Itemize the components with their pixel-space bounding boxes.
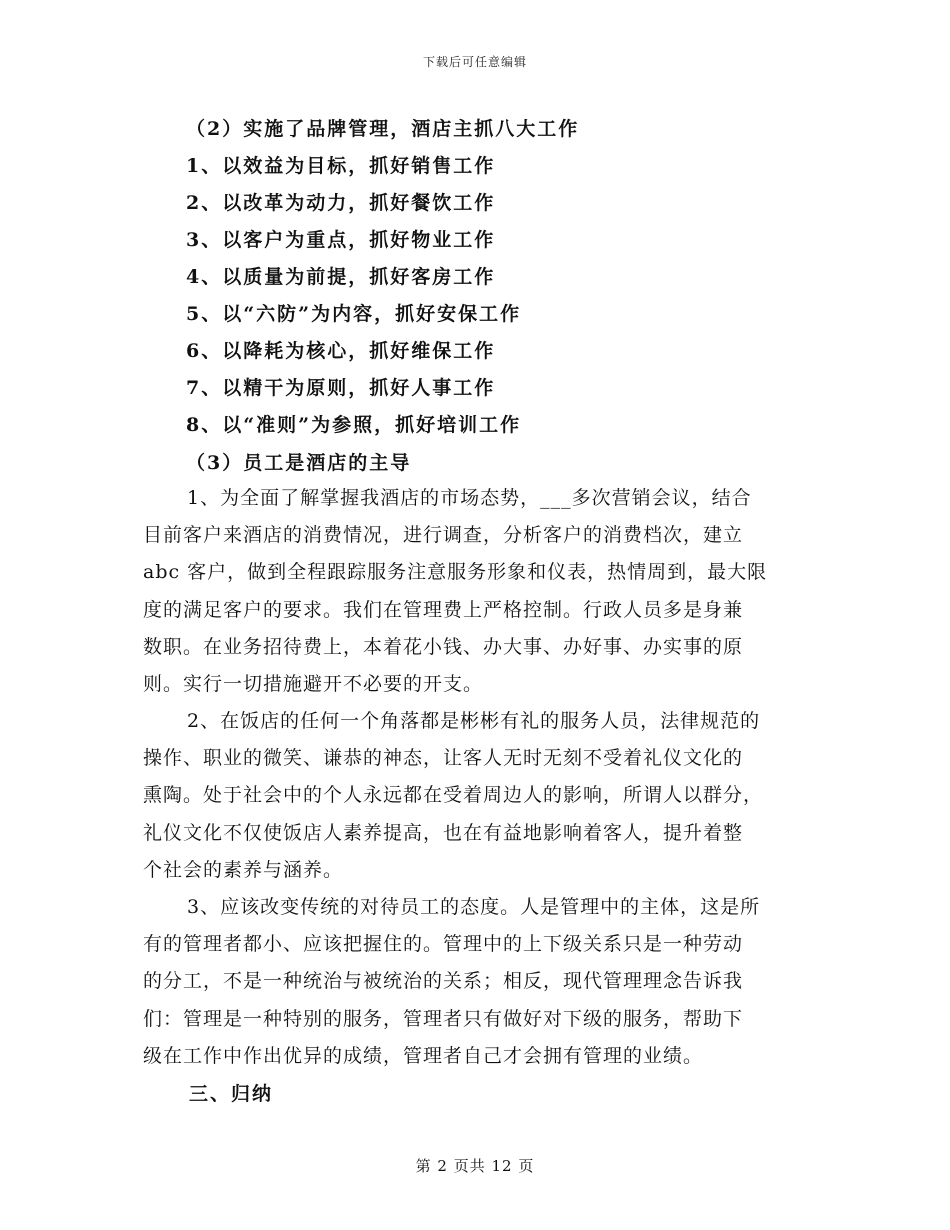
section-3-title: （3）员工是酒店的主导 xyxy=(186,452,412,474)
list-item: 7、以精干为原则，抓好人事工作 xyxy=(186,377,496,399)
paragraph-line: 的分工，不是一种统治与被统治的关系；相反，现代管理理念告诉我 xyxy=(143,970,744,993)
paragraph-line: 2、在饭店的任何一个角落都是彬彬有礼的服务人员，法律规范的 xyxy=(187,710,761,732)
list-item: 2、以改革为动力，抓好餐饮工作 xyxy=(186,192,496,214)
paragraph-line: 们：管理是一种特别的服务，管理者只有做好对下级的服务，帮助下 xyxy=(143,1007,744,1030)
list-item: 3、以客户为重点，抓好物业工作 xyxy=(186,229,496,251)
paragraph-line: 有的管理者都小、应该把握住的。管理中的上下级关系只是一种劳动 xyxy=(143,933,744,956)
list-item: 4、以质量为前提，抓好客房工作 xyxy=(186,266,496,288)
paragraph-line: 个社会的素养与涵养。 xyxy=(143,858,344,881)
paragraph-line: 目前客户来酒店的消费情况，进行调查，分析客户的消费档次，建立 xyxy=(143,524,744,547)
list-item: 5、以“六防”为内容，抓好安保工作 xyxy=(186,303,522,325)
paragraph-2 xyxy=(143,703,808,889)
page-header: 下载后可任意编辑 xyxy=(422,55,527,69)
paragraph-3 xyxy=(143,889,808,1075)
paragraph-1 xyxy=(143,480,808,703)
page-footer: 第 2 页共 12 页 xyxy=(415,1157,535,1175)
paragraph-line: 操作、职业的微笑、谦恭的神态，让客人无时无刻不受着礼仪文化的 xyxy=(143,747,744,770)
paragraph-line: 1、为全面了解掌握我酒店的市场态势，___多次营销会议，结合 xyxy=(187,487,752,509)
paragraph-line: 礼仪文化不仅使饭店人素养提高，也在有益地影响着客人，提升着整 xyxy=(143,821,744,844)
paragraph-line: 3、应该改变传统的对待员工的态度。人是管理中的主体，这是所 xyxy=(187,896,761,918)
paragraph-line: 数职。在业务招待费上，本着花小钱、办大事、办好事、办实事的原 xyxy=(143,635,744,658)
paragraph-line: 级在工作中作出优异的成绩，管理者自己才会拥有管理的业绩。 xyxy=(143,1044,704,1067)
paragraph-line: abc 客户，做到全程跟踪服务注意服务形象和仪表，热情周到，最大限 xyxy=(143,561,768,584)
section-2-title: （2）实施了品牌管理，酒店主抓八大工作 xyxy=(186,118,580,140)
section-summary-title: 三、归纳 xyxy=(189,1083,274,1105)
paragraph-line: 则。实行一切措施避开不必要的开支。 xyxy=(143,673,484,696)
paragraph-line: 度的满足客户的要求。我们在管理费上严格控制。行政人员多是身兼 xyxy=(143,598,744,621)
list-item: 1、以效益为目标，抓好销售工作 xyxy=(186,155,496,177)
list-item: 8、以“准则”为参照，抓好培训工作 xyxy=(186,414,522,436)
paragraph-line: 熏陶。处于社会中的个人永远都在受着周边人的影响，所谓人以群分， xyxy=(143,784,764,807)
list-item: 6、以降耗为核心，抓好维保工作 xyxy=(186,340,496,362)
